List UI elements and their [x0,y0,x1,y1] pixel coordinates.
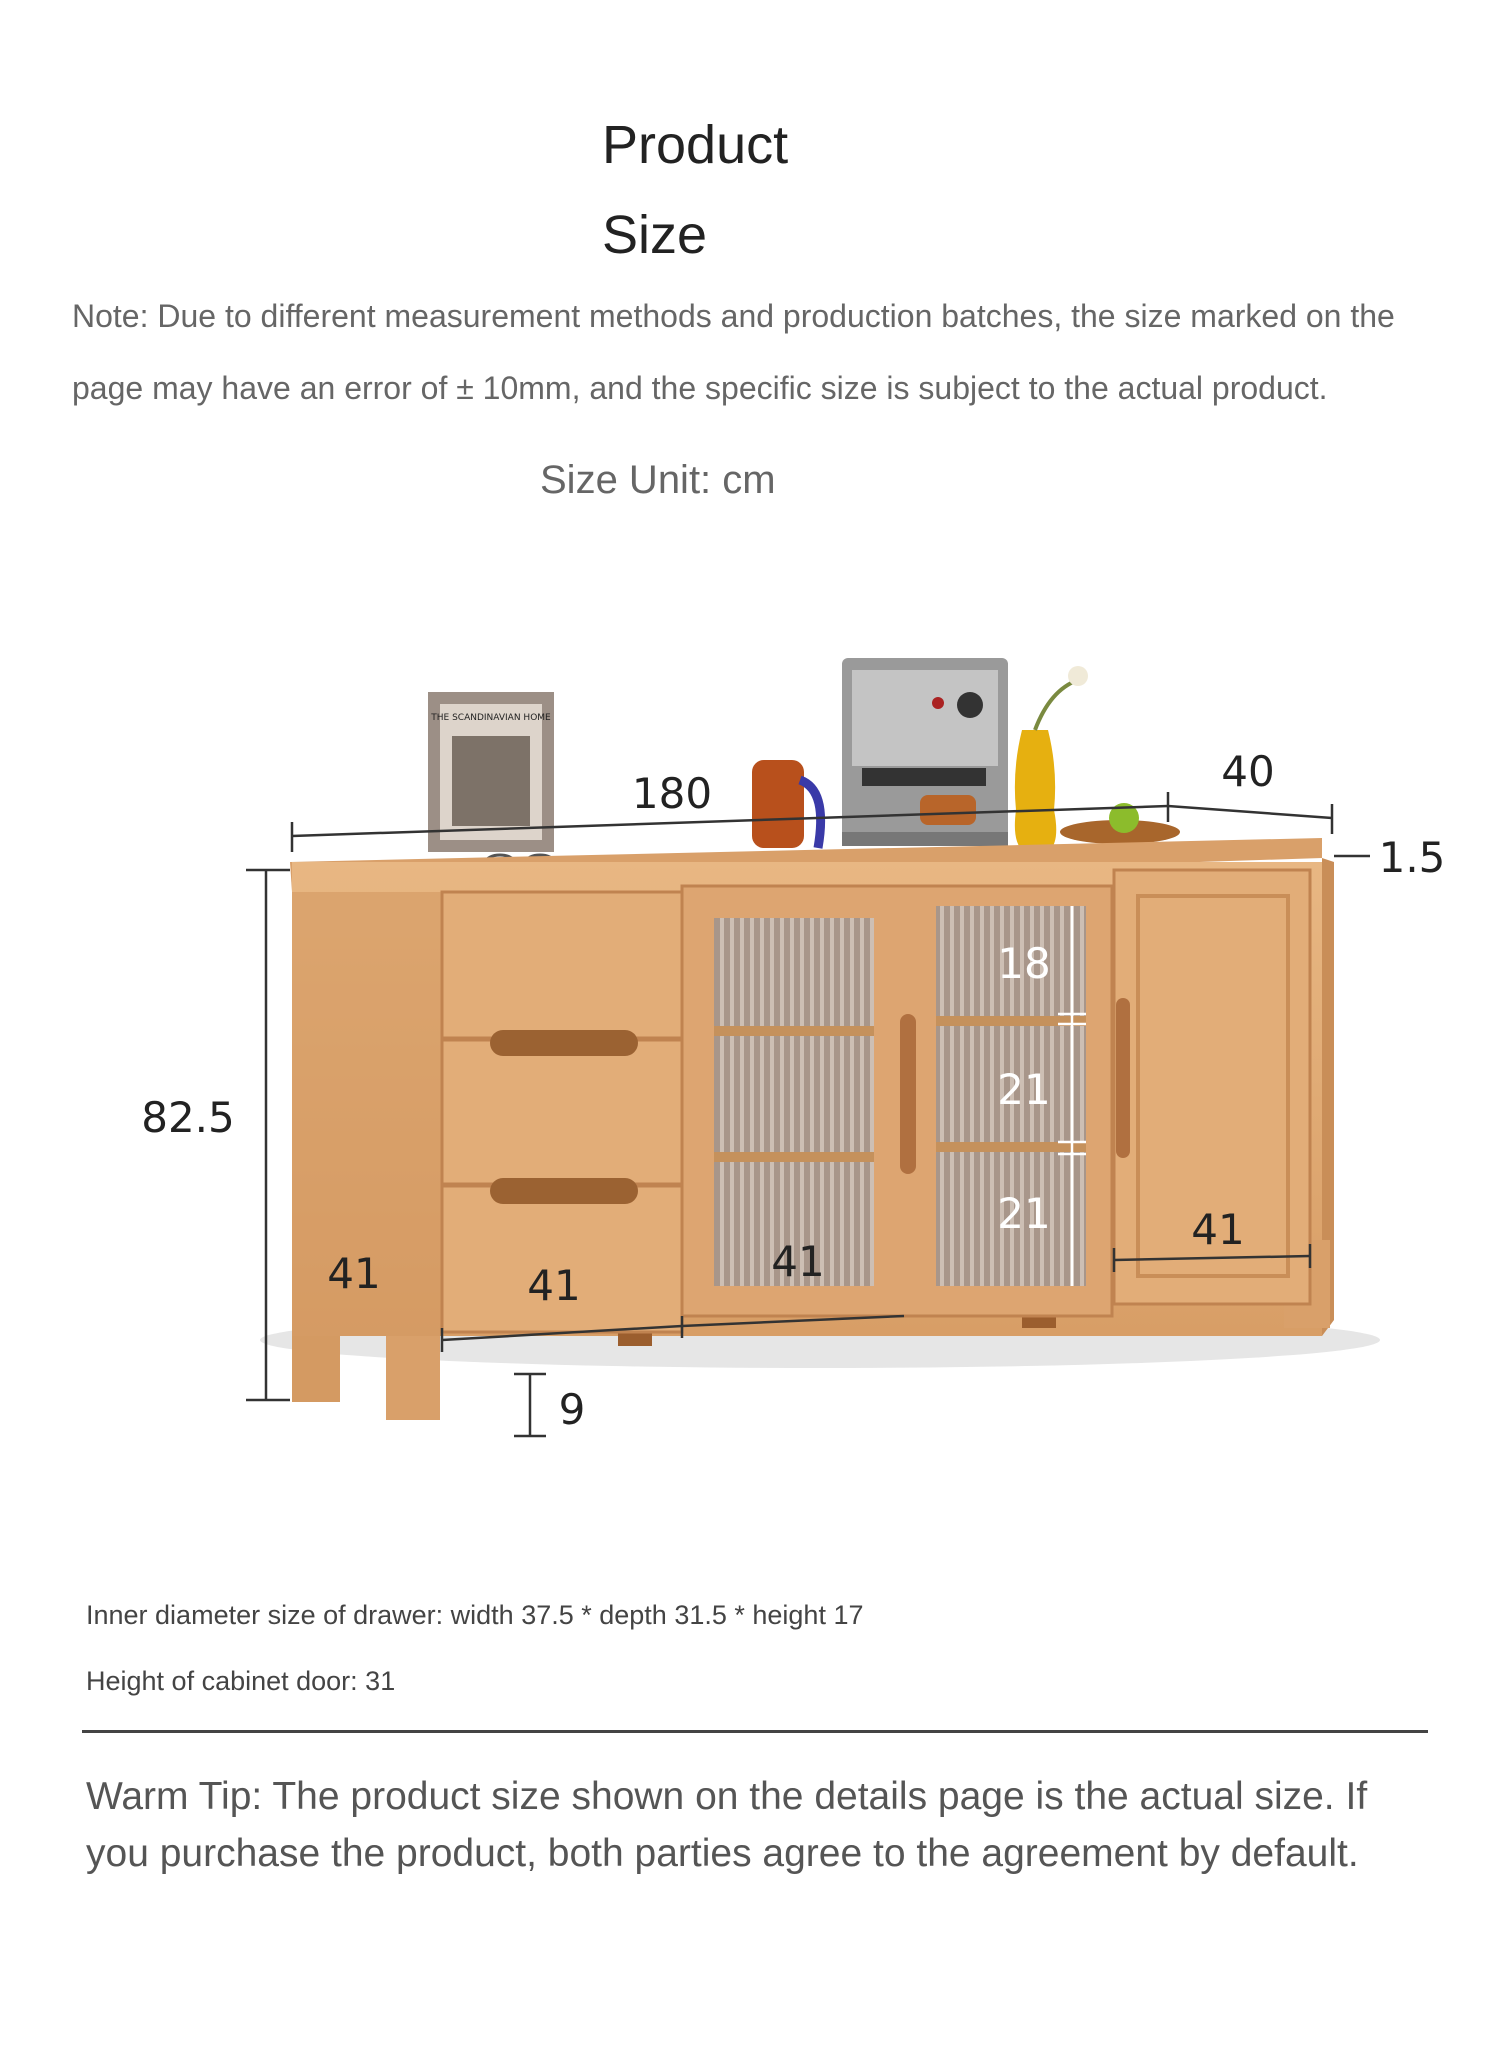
title-line-1: Product [602,115,789,175]
mug-icon [752,760,821,848]
measurement-note: Note: Due to different measurement methods and production batches, the size marked on the page may have an error of ± 10mm, and the specific size is subject to the actual product. [72,298,1395,406]
drawer-handle [490,1030,638,1056]
dim-drawer-width: 41 [527,1261,581,1310]
dim-side-depth: 41 [327,1249,381,1298]
dim-shelf-bottom: 21 [997,1189,1051,1238]
coffee-machine-icon [842,658,1008,846]
page-title [602,100,1002,280]
dim-glass-door-width: 41 [771,1237,825,1286]
vase-icon [1015,666,1088,850]
dim-width: 180 [631,769,713,818]
drawer-inner-size: Inner diameter size of drawer: width 37.5 * depth 31.5 * height 17 [86,1600,864,1630]
leg-front-inner [386,1336,440,1420]
dim-shelf-top: 18 [997,939,1051,988]
book-title: THE SCANDINAVIAN HOME [431,713,551,723]
leg-front-left [292,1336,340,1402]
warm-tip: Warm Tip: The product size shown on the details page is the actual size. If you purchase the product, both parties agree to the agreement by default. [86,1775,1368,1875]
title-line-2: Size [602,205,708,265]
size-unit: Size Unit: cm [540,458,776,502]
dim-leg-height: 9 [558,1385,586,1434]
section-divider [82,1730,1428,1733]
dim-height: 82.5 [141,1093,235,1142]
right-door-handle [1116,998,1130,1158]
dim-shelf-middle: 21 [997,1065,1051,1114]
cabinet-door-height: Height of cabinet door: 31 [86,1666,396,1696]
glass-door-handle [900,1014,916,1174]
product-figure [0,600,1500,1460]
glass-door-left [714,918,874,1286]
dim-right-door-width: 41 [1191,1205,1245,1254]
dim-top-thickness: 1.5 [1378,833,1446,882]
dim-depth: 40 [1221,747,1275,796]
sideboard-illustration [0,600,1500,1460]
drawer-handle [490,1178,638,1204]
